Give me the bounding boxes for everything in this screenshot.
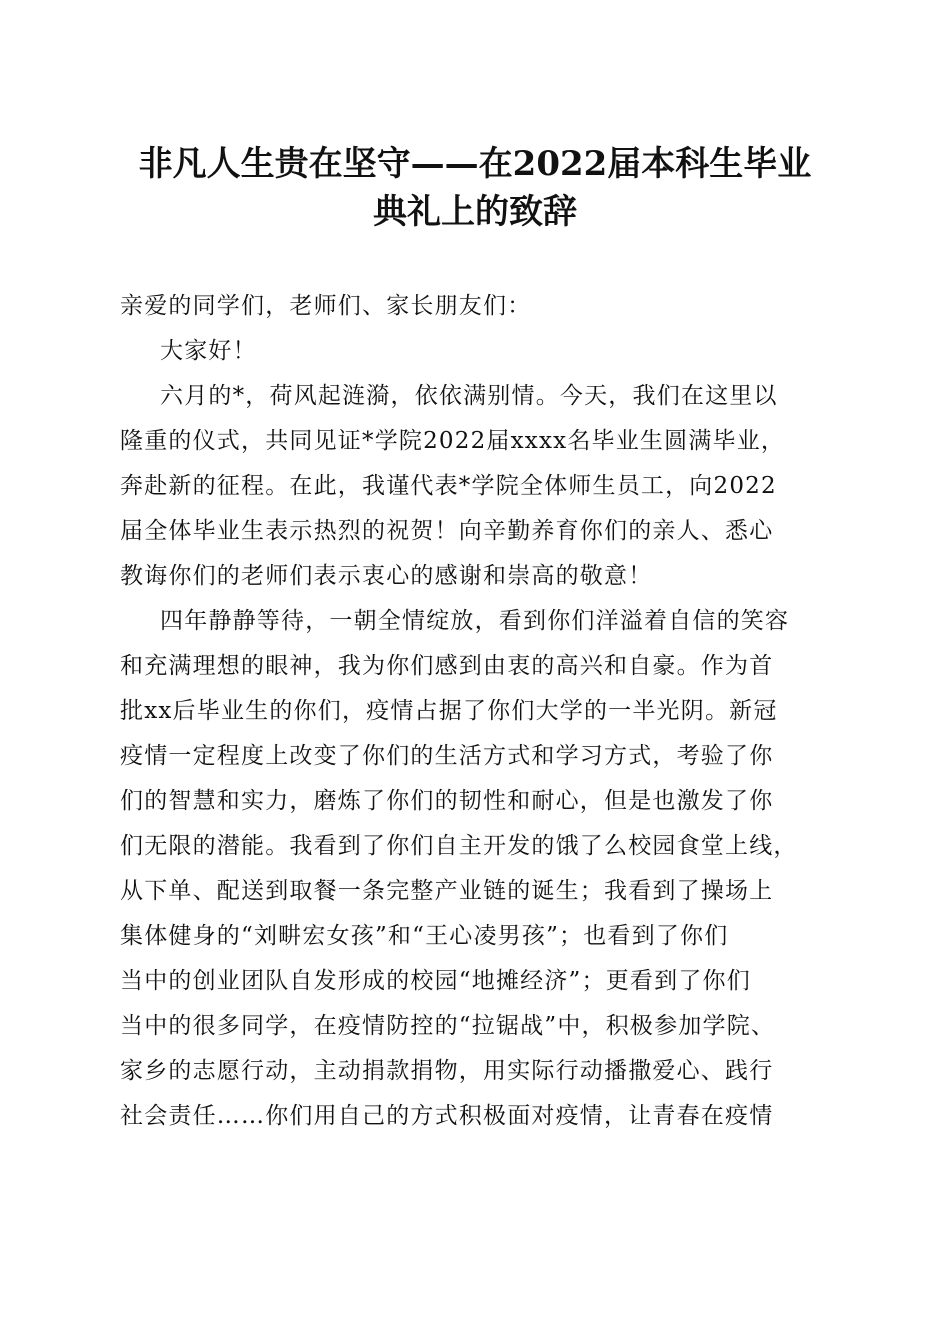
paragraph-line: 届全体毕业生表示热烈的祝贺！向辛勤养育你们的亲人、悉心 <box>120 518 774 544</box>
document-body <box>120 284 840 1139</box>
title-line-1: 非凡人生贵在坚守——在2022届本科生毕业 <box>138 144 812 184</box>
paragraph-line: 隆重的仪式，共同见证*学院2022届xxxx名毕业生圆满毕业， <box>120 428 786 454</box>
paragraph-line: 们无限的潜能。我看到了你们自主开发的饿了么校园食堂上线， <box>120 833 798 859</box>
paragraph-line: 社会责任……你们用自己的方式积极面对疫情，让青春在疫情 <box>120 1103 774 1129</box>
paragraph-line: 教诲你们的老师们表示衷心的感谢和崇高的敬意！ <box>120 563 653 589</box>
salutation: 亲爱的同学们，老师们、家长朋友们： <box>120 293 532 319</box>
paragraph-line: 和充满理想的眼神，我为你们感到由衷的高兴和自豪。作为首 <box>120 653 774 679</box>
paragraph-line: 批xx后毕业生的你们，疫情占据了你们大学的一半光阴。新冠 <box>120 698 778 724</box>
paragraph-line: 疫情一定程度上改变了你们的生活方式和学习方式，考验了你 <box>120 743 774 769</box>
paragraph-line: 们的智慧和实力，磨炼了你们的韧性和耐心，但是也激发了你 <box>120 788 774 814</box>
title-line-2: 典礼上的致辞 <box>373 192 577 232</box>
paragraph-line: 集体健身的“刘畊宏女孩”和“王心凌男孩”；也看到了你们 <box>120 923 729 949</box>
paragraph-line: 四年静静等待，一朝全情绽放，看到你们洋溢着自信的笑容 <box>160 608 790 634</box>
paragraph-line: 从下单、配送到取餐一条完整产业链的诞生；我看到了操场上 <box>120 878 774 904</box>
paragraph-line: 家乡的志愿行动，主动捐款捐物，用实际行动播撒爱心、践行 <box>120 1058 774 1084</box>
paragraph-line: 当中的创业团队自发形成的校园“地摊经济”；更看到了你们 <box>120 968 751 994</box>
paragraph-2 <box>120 599 840 1139</box>
paragraph-line: 六月的*，荷风起涟漪，依依满别情。今天，我们在这里以 <box>160 383 778 409</box>
greeting: 大家好！ <box>160 338 257 364</box>
paragraph-line: 当中的很多同学，在疫情防控的“拉锯战”中，积极参加学院、 <box>120 1013 776 1039</box>
document-title <box>0 140 950 236</box>
paragraph-1 <box>120 374 840 599</box>
paragraph-line: 奔赴新的征程。在此，我谨代表*学院全体师生员工，向2022 <box>120 473 777 499</box>
